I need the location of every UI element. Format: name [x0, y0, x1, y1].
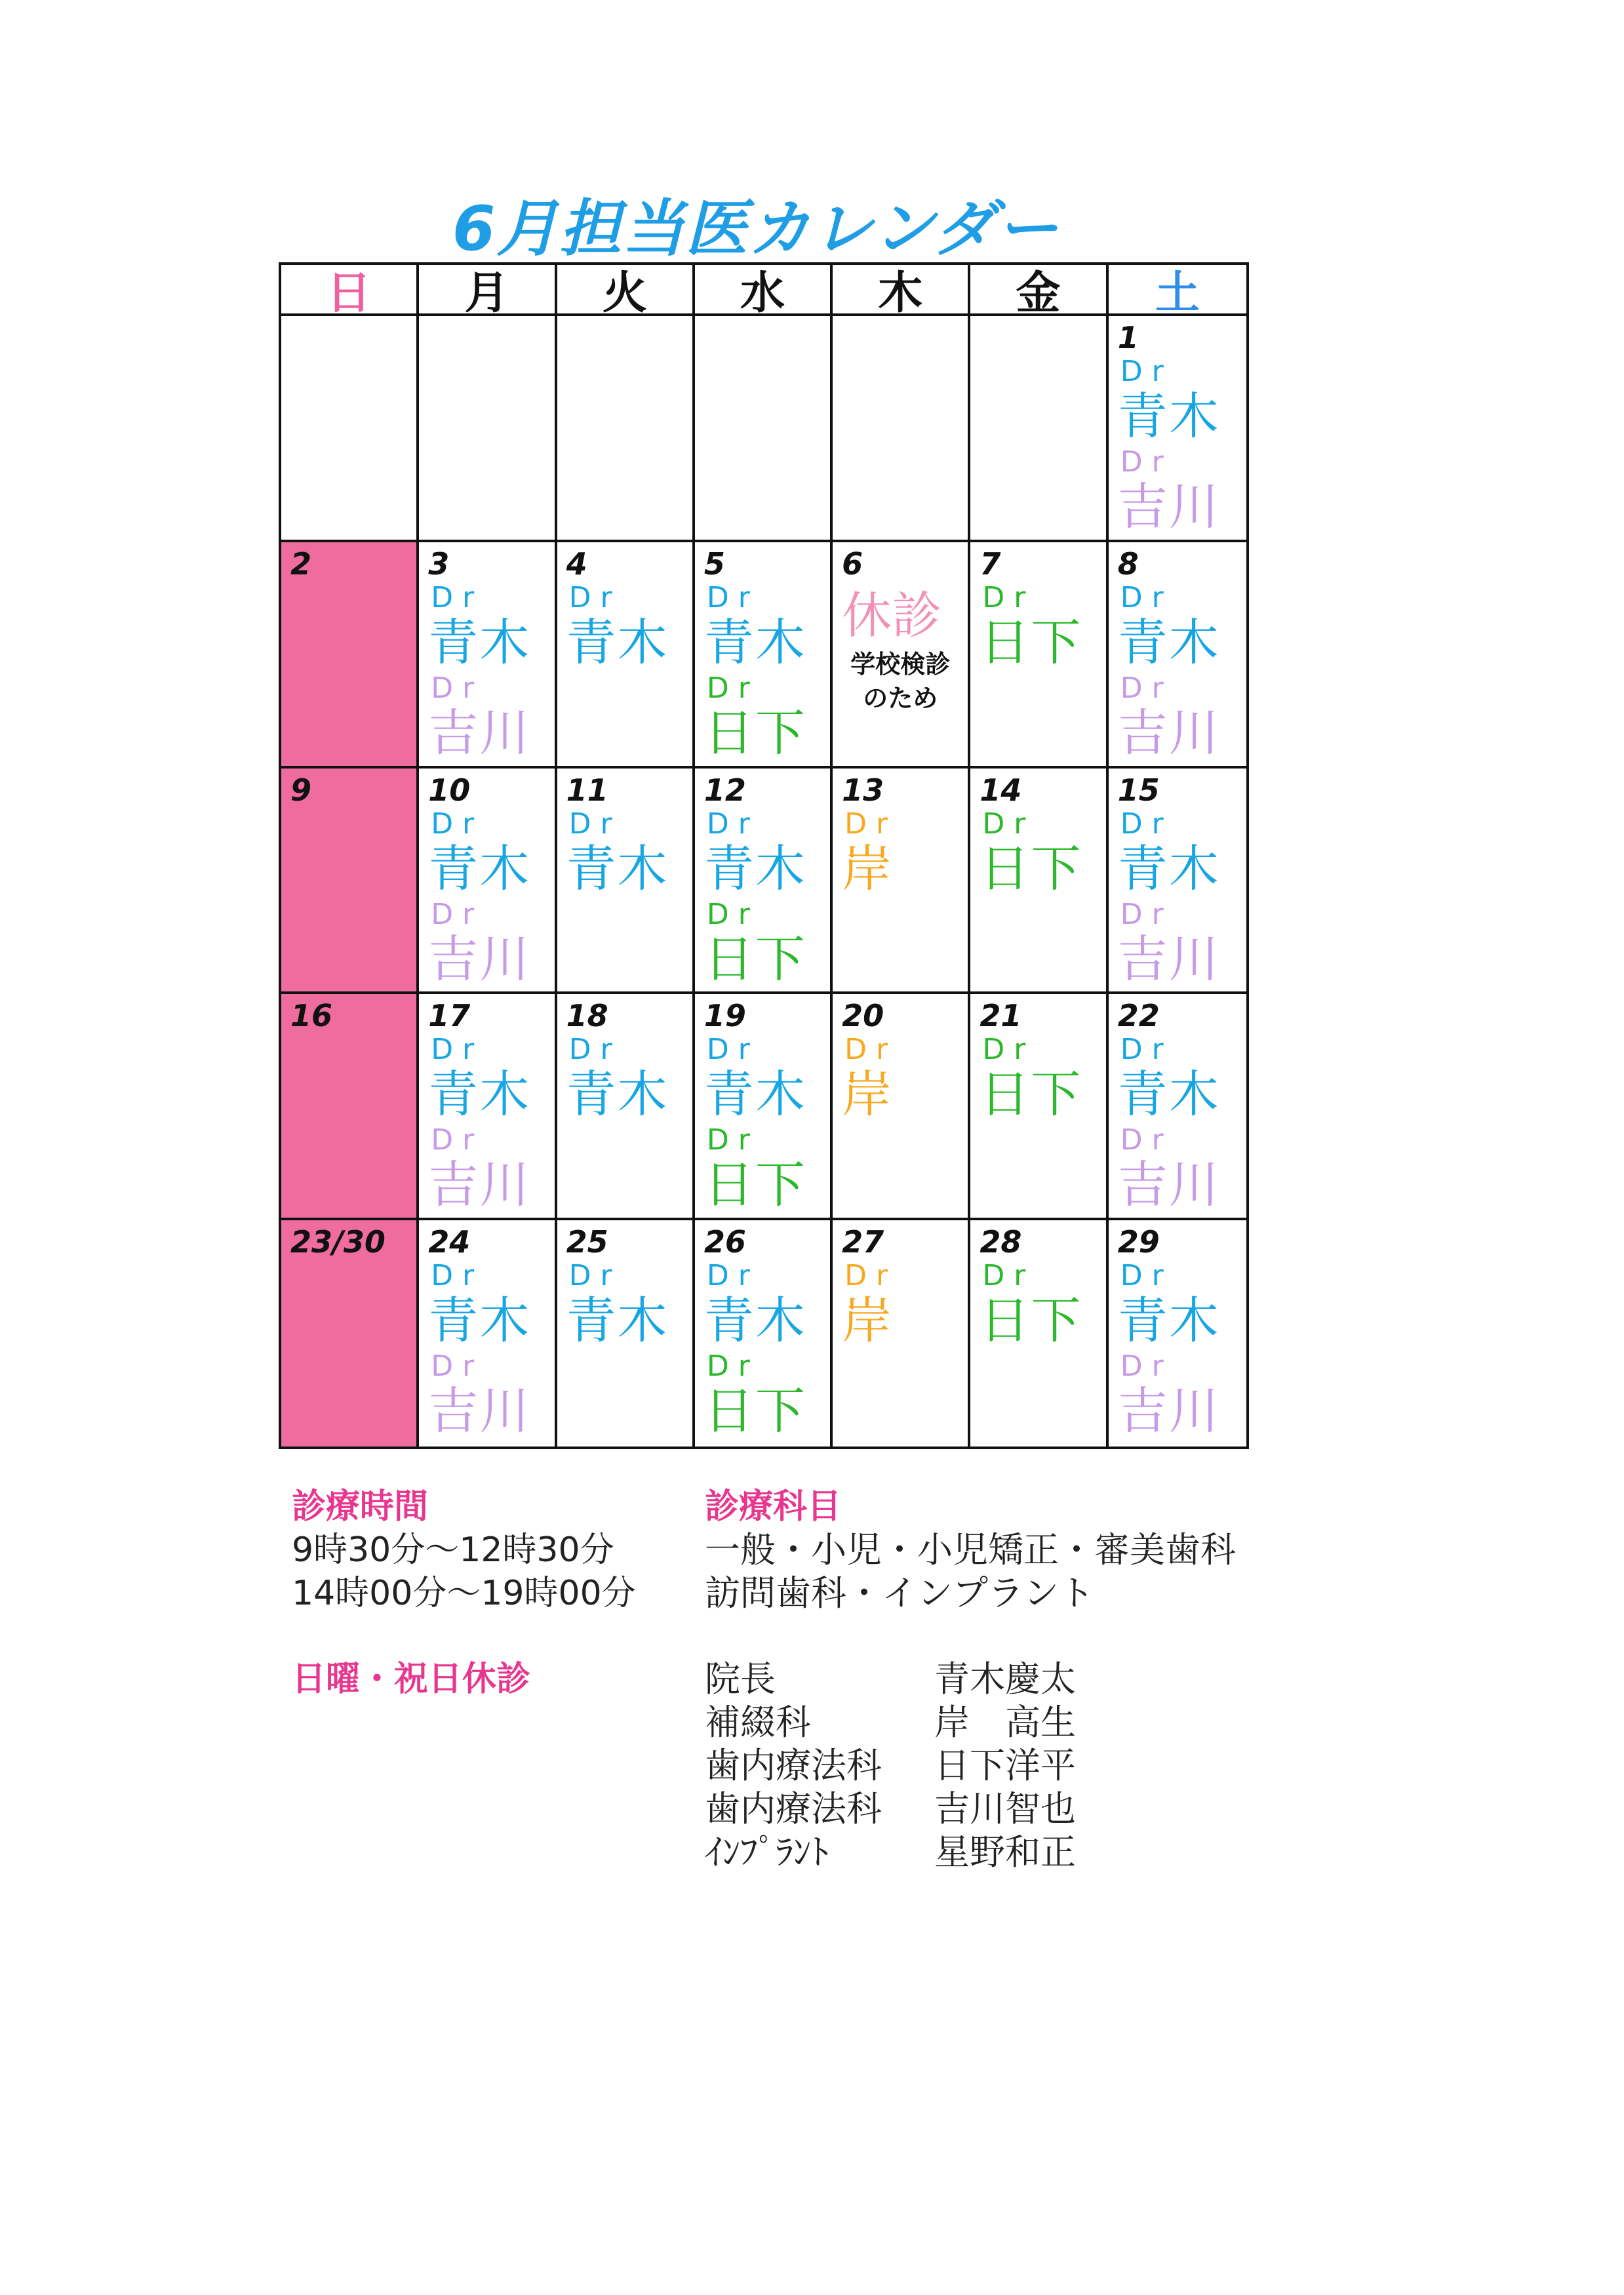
doctor-name: 青木: [566, 1065, 669, 1124]
weekday-header-monday: 月: [419, 265, 557, 316]
doctor-entry: [566, 1033, 692, 1123]
calendar-day-cell: [833, 768, 970, 995]
doctor-prefix: Dr: [1120, 671, 1173, 705]
doctor-entry: [704, 1033, 830, 1123]
doctor-entry: [428, 1350, 554, 1439]
doctor-prefix: Dr: [431, 1259, 484, 1293]
calendar-day-cell: [281, 316, 419, 542]
doctor-entry: [428, 1124, 554, 1213]
calendar-day-cell: [695, 542, 833, 768]
day-number: 3: [428, 546, 450, 582]
doctor-prefix: Dr: [844, 807, 898, 841]
doctor-prefix: Dr: [431, 671, 484, 705]
day-number: 25: [566, 1224, 608, 1260]
hours-section: [292, 1485, 636, 1615]
doctor-name: 青木: [428, 839, 531, 898]
day-number: 29: [1117, 1224, 1160, 1260]
doctor-name: 青木: [566, 1291, 669, 1350]
holiday-section: [292, 1658, 530, 1701]
doctor-entry: [1118, 898, 1246, 988]
day-number: 20: [842, 998, 884, 1034]
closed-reason: 学校検診: [850, 649, 951, 679]
doctor-entry: [1118, 808, 1246, 897]
calendar-day-cell: [833, 542, 970, 768]
calendar-day-cell: [557, 542, 695, 768]
calendar-day-cell: [281, 768, 419, 995]
calendar-day-cell: [1109, 316, 1246, 542]
doctor-entry: [428, 672, 554, 761]
doctor-name: 日下: [703, 1155, 806, 1214]
doctor-prefix: Dr: [431, 580, 484, 614]
doctor-entry: [980, 582, 1105, 671]
calendar-day-cell: [833, 994, 970, 1220]
doctor-entry: [428, 1260, 554, 1349]
calendar-day-cell: [557, 768, 695, 995]
day-number: 1: [1117, 320, 1139, 355]
day-number: 22: [1117, 998, 1160, 1034]
doctor-name: 日下: [980, 839, 1082, 898]
doctor-prefix: Dr: [1120, 355, 1173, 388]
calendar-day-cell: [1109, 1220, 1246, 1447]
doctor-name: 青木: [1117, 1065, 1220, 1124]
doctor-entry: [1118, 1260, 1246, 1349]
hours-heading: 診療時間: [292, 1487, 429, 1527]
doctor-name: 日下: [980, 612, 1082, 671]
doctor-name: 青木: [1117, 612, 1220, 671]
doctor-entry: [704, 808, 830, 897]
doctor-name: 日下: [703, 929, 806, 988]
staff-row: [705, 1744, 1076, 1787]
weekday-header-thursday: 木: [833, 265, 970, 316]
doctor-entry: [1118, 1033, 1246, 1123]
doctor-prefix: Dr: [1120, 1123, 1173, 1157]
staff-name: 岸 高生: [934, 1702, 1076, 1743]
doctor-name: 日下: [703, 1382, 806, 1441]
day-number: 6: [842, 546, 863, 582]
doctor-prefix: Dr: [706, 1123, 759, 1157]
doctor-name: 吉川: [1117, 477, 1220, 536]
calendar-day-cell: [970, 316, 1108, 542]
doctor-name: 日下: [980, 1065, 1082, 1124]
doctor-prefix: Dr: [1120, 445, 1173, 479]
calendar-day-cell: [281, 542, 419, 768]
doctor-entry: [1118, 1124, 1246, 1213]
day-number: 11: [566, 772, 608, 808]
doctor-name: 青木: [703, 612, 806, 671]
doctor-entry: [842, 1033, 968, 1123]
doctor-prefix: Dr: [706, 1259, 759, 1293]
calendar-day-cell: [281, 1220, 419, 1447]
staff-name: 吉川智也: [934, 1788, 1076, 1829]
staff-list: [705, 1658, 1076, 1874]
doctor-name: 吉川: [1117, 703, 1220, 762]
doctor-name: 青木: [566, 839, 669, 898]
day-number: 18: [566, 998, 608, 1034]
doctor-entry: [704, 1260, 830, 1349]
doctor-entry: [980, 808, 1105, 897]
doctor-name: 青木: [703, 839, 806, 898]
weekday-header-friday: 金: [970, 265, 1108, 316]
day-number: 9: [290, 772, 312, 808]
calendar-day-cell: [557, 1220, 695, 1447]
day-number: 7: [980, 546, 1001, 582]
calendar-day-cell: [970, 768, 1108, 995]
doctor-prefix: Dr: [706, 1033, 759, 1067]
staff-role: 歯内療法科: [705, 1788, 882, 1829]
doctor-name: 青木: [703, 1291, 806, 1350]
doctor-prefix: Dr: [1120, 1033, 1173, 1067]
doctor-prefix: Dr: [568, 807, 622, 841]
doctor-prefix: Dr: [1120, 807, 1173, 841]
doctor-name: 吉川: [1117, 1155, 1220, 1214]
doctor-entry: [428, 1033, 554, 1123]
closed-reason: のため: [863, 683, 938, 713]
doctor-entry: [980, 1260, 1105, 1349]
calendar-day-cell: [833, 316, 970, 542]
staff-role: 歯内療法科: [705, 1745, 882, 1786]
calendar-day-cell: [419, 994, 557, 1220]
doctor-name: 吉川: [1117, 1382, 1220, 1441]
hours-line: 9時30分〜12時30分: [292, 1530, 614, 1570]
staff-name: 星野和正: [934, 1831, 1076, 1873]
doctor-prefix: Dr: [706, 671, 759, 705]
day-number: 23/30: [290, 1224, 386, 1260]
calendar-day-cell: [970, 994, 1108, 1220]
calendar-day-cell: [833, 1220, 970, 1447]
doctor-entry: [1118, 582, 1246, 671]
doctor-name: 青木: [1117, 839, 1220, 898]
doctor-prefix: Dr: [844, 1259, 898, 1293]
calendar-day-cell: [1109, 994, 1246, 1220]
doctor-entry: [566, 582, 692, 671]
doctor-name: 吉川: [428, 929, 531, 988]
day-number: 2: [290, 546, 312, 582]
doctor-prefix: Dr: [431, 807, 484, 841]
calendar-day-cell: [557, 994, 695, 1220]
doctor-entry: [566, 1260, 692, 1349]
weekday-header-saturday: 土: [1109, 265, 1246, 316]
doctor-prefix: Dr: [1120, 1259, 1173, 1293]
day-number: 16: [290, 998, 333, 1034]
calendar-day-cell: [1109, 542, 1246, 768]
doctor-entry: [1118, 1350, 1246, 1439]
doctor-name: 岸: [842, 839, 894, 898]
calendar-day-cell: [695, 768, 833, 995]
doctor-entry: [704, 1350, 830, 1439]
doctor-name: 吉川: [428, 1155, 531, 1214]
calendar-day-cell: [281, 994, 419, 1220]
calendar-day-cell: [419, 316, 557, 542]
doctor-entry: [566, 808, 692, 897]
staff-role: 補綴科: [705, 1702, 811, 1743]
departments-line: 一般・小児・小児矯正・審美歯科: [705, 1529, 1236, 1570]
day-number: 4: [566, 546, 587, 582]
doctor-entry: [1118, 672, 1246, 761]
doctor-name: 青木: [428, 612, 531, 671]
weekday-header-wednesday: 水: [695, 265, 833, 316]
calendar-day-cell: [695, 316, 833, 542]
day-number: 24: [428, 1224, 471, 1260]
doctor-entry: [704, 582, 830, 671]
doctor-prefix: Dr: [568, 1033, 622, 1067]
calendar-day-cell: [695, 1220, 833, 1447]
weekday-header-sunday: 日: [281, 265, 419, 316]
calendar-grid: [279, 262, 1249, 1449]
doctor-prefix: Dr: [706, 807, 759, 841]
doctor-prefix: Dr: [431, 1123, 484, 1157]
doctor-entry: [842, 1260, 968, 1349]
calendar-day-cell: [970, 1220, 1108, 1447]
holiday-notice: 日曜・祝日休診: [292, 1660, 531, 1699]
doctor-name: 青木: [703, 1065, 806, 1124]
doctor-entry: [980, 1033, 1105, 1123]
doctor-entry: [842, 808, 968, 897]
doctor-prefix: Dr: [706, 897, 759, 931]
weekday-header-tuesday: 火: [557, 265, 695, 316]
doctor-prefix: Dr: [982, 1033, 1035, 1067]
doctor-name: 青木: [566, 612, 669, 671]
doctor-prefix: Dr: [431, 1349, 484, 1384]
doctor-prefix: Dr: [982, 807, 1035, 841]
doctor-prefix: Dr: [568, 1259, 622, 1293]
doctor-prefix: Dr: [706, 580, 759, 614]
page-title: 6月担当医カレンダー: [452, 193, 1060, 265]
doctor-prefix: Dr: [982, 1259, 1035, 1293]
day-number: 13: [842, 772, 884, 808]
departments-line: 訪問歯科・インプラント: [705, 1572, 1094, 1614]
day-number: 27: [842, 1224, 884, 1260]
calendar-day-cell: [419, 768, 557, 995]
doctor-name: 岸: [842, 1291, 894, 1350]
doctor-entry: [428, 582, 554, 671]
day-number: 21: [980, 998, 1022, 1034]
doctor-name: 日下: [703, 703, 806, 762]
day-number: 26: [703, 1224, 746, 1260]
day-number: 15: [1117, 772, 1160, 808]
departments-heading: 診療科目: [705, 1487, 842, 1527]
doctor-entry: [1118, 446, 1246, 535]
doctor-entry: [704, 898, 830, 988]
doctor-name: 日下: [980, 1291, 1082, 1350]
doctor-name: 青木: [1117, 387, 1220, 445]
staff-name: 青木慶太: [934, 1658, 1076, 1700]
calendar-day-cell: [695, 994, 833, 1220]
departments-section: [705, 1485, 1236, 1615]
staff-row: [705, 1701, 1076, 1744]
calendar-day-cell: [557, 316, 695, 542]
doctor-prefix: Dr: [1120, 1349, 1173, 1384]
doctor-entry: [1118, 355, 1246, 445]
calendar-day-cell: [419, 542, 557, 768]
day-number: 8: [1117, 546, 1139, 582]
day-number: 14: [980, 772, 1022, 808]
doctor-name: 青木: [428, 1291, 531, 1350]
doctor-prefix: Dr: [431, 897, 484, 931]
staff-role: 院長: [705, 1658, 776, 1700]
doctor-name: 岸: [842, 1065, 894, 1124]
hours-line: 14時00分〜19時00分: [292, 1574, 636, 1613]
staff-role: ｲﾝﾌﾟﾗﾝﾄ: [705, 1831, 829, 1873]
day-number: 12: [703, 772, 746, 808]
day-number: 19: [703, 998, 746, 1034]
calendar-day-cell: [970, 542, 1108, 768]
doctor-entry: [704, 1124, 830, 1213]
doctor-prefix: Dr: [706, 1349, 759, 1384]
doctor-name: 吉川: [1117, 929, 1220, 988]
calendar-day-cell: [419, 1220, 557, 1447]
staff-row: [705, 1658, 1076, 1701]
doctor-name: 吉川: [428, 1382, 531, 1441]
staff-row: [705, 1787, 1076, 1831]
day-number: 5: [703, 546, 725, 582]
doctor-name: 青木: [428, 1065, 531, 1124]
doctor-entry: [704, 672, 830, 761]
day-number: 28: [980, 1224, 1022, 1260]
day-number: 10: [428, 772, 471, 808]
closed-label: 休診: [842, 586, 942, 645]
day-number: 17: [428, 998, 471, 1034]
calendar-day-cell: [1109, 768, 1246, 995]
staff-row: [705, 1831, 1076, 1874]
doctor-prefix: Dr: [431, 1033, 484, 1067]
doctor-prefix: Dr: [1120, 897, 1173, 931]
doctor-prefix: Dr: [568, 580, 622, 614]
staff-name: 日下洋平: [934, 1745, 1076, 1786]
doctor-prefix: Dr: [1120, 580, 1173, 614]
doctor-entry: [428, 808, 554, 897]
doctor-name: 吉川: [428, 703, 531, 762]
doctor-prefix: Dr: [844, 1033, 898, 1067]
doctor-name: 青木: [1117, 1291, 1220, 1350]
doctor-prefix: Dr: [982, 580, 1035, 614]
doctor-entry: [428, 898, 554, 988]
